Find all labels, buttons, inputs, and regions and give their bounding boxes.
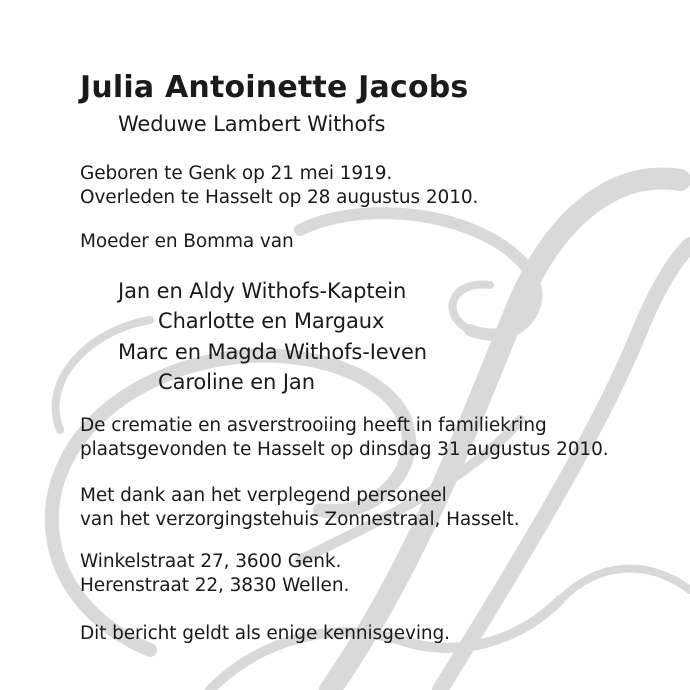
- family-line: Jan en Aldy Withofs-Kaptein: [118, 279, 407, 303]
- deceased-name: Julia Antoinette Jacobs: [80, 70, 469, 105]
- death-line: Overleden te Hasselt op 28 augustus 2010.: [80, 187, 479, 208]
- address-line: Herenstraat 22, 3830 Wellen.: [80, 575, 350, 596]
- family-line: Charlotte en Margaux: [158, 309, 385, 333]
- thanks-line: Met dank aan het verplegend personeel: [80, 485, 447, 506]
- widow-of-line: Weduwe Lambert Withofs: [118, 112, 386, 136]
- address-line: Winkelstraat 27, 3600 Genk.: [80, 551, 342, 572]
- notice-line: Dit bericht geldt als enige kennisgeving.: [80, 623, 450, 644]
- mother-of-line: Moeder en Bomma van: [80, 231, 294, 252]
- family-line: Marc en Magda Withofs-Ieven: [118, 340, 427, 364]
- cremation-line: plaatsgevonden te Hasselt op dinsdag 31 augustus 2010.: [80, 439, 609, 460]
- cremation-line: De crematie en asverstrooiing heeft in familiekring: [80, 415, 547, 436]
- family-line: Caroline en Jan: [158, 370, 315, 394]
- thanks-line: van het verzorgingstehuis Zonnestraal, Hasselt.: [80, 509, 520, 530]
- birth-line: Geboren te Genk op 21 mei 1919.: [80, 163, 393, 184]
